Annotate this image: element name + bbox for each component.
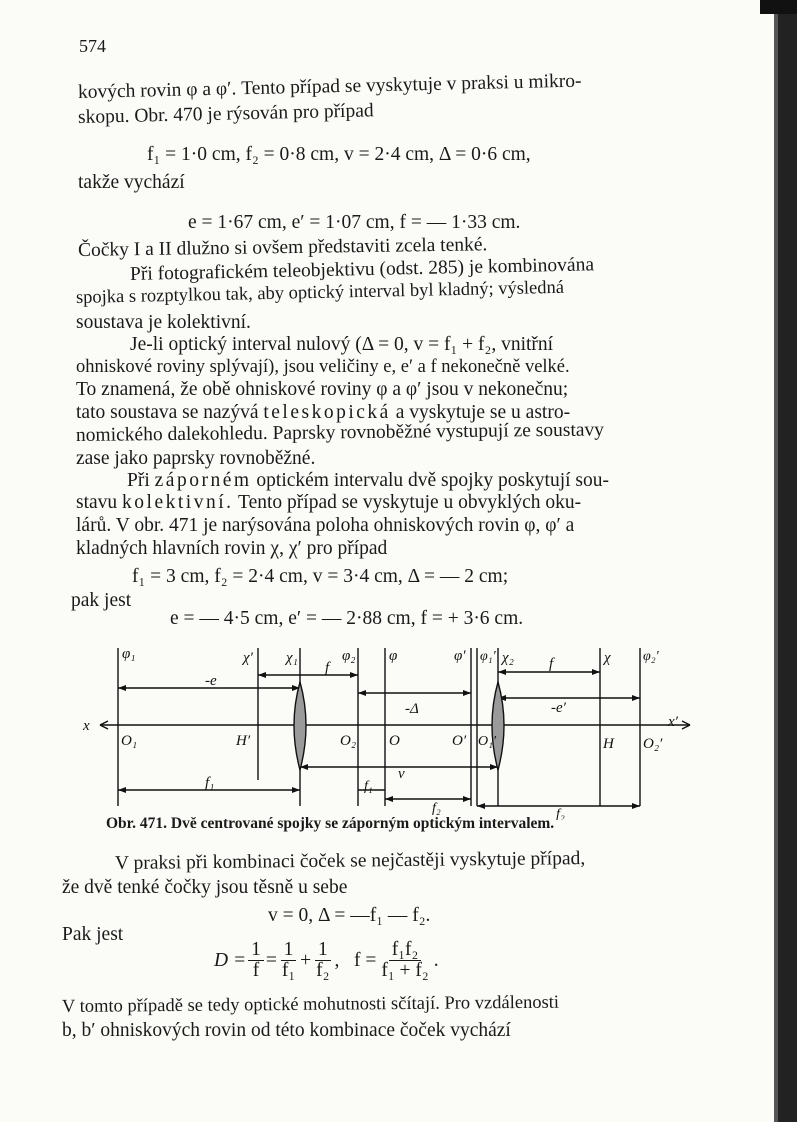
frac-1-over-f1: [279, 940, 298, 981]
paragraph1-line2: skopu. Obr. 470 je rýsován pro případ: [77, 100, 374, 128]
equation2: e = 1·67 cm, e′ = 1·07 cm, f = — 1·33 cm.: [188, 212, 521, 233]
fig-label-phi2-prime: φ₂′: [643, 649, 659, 664]
p5-line1-spaced: záporném: [154, 470, 252, 491]
equation4: e = — 4·5 cm, e′ = — 2·88 cm, f = + 3·6 cm.: [170, 608, 524, 629]
paragraph3-line3: soustava je kolektivní.: [76, 312, 251, 333]
fig-axis-O2-prime: O₂′: [643, 736, 663, 752]
fig-dim-f-right: f: [549, 656, 554, 672]
figure-471: [0, 630, 797, 820]
fig-axis-O-prime: O′: [452, 733, 467, 749]
frac-1-over-f: [248, 940, 264, 981]
frac3-den: f₂: [316, 960, 330, 981]
paragraph3-line2: spojka s rozptylkou tak, aby optický interval byl kladný; výsledná: [75, 277, 565, 308]
p5-line2-a: stavu: [76, 492, 118, 513]
frac1-den: f: [252, 960, 260, 981]
fig-dim-f2-right: f₂: [556, 807, 565, 820]
fig-label-phi1-prime: φ₁′: [480, 649, 496, 664]
fig-axis-x-prime: x′: [668, 714, 678, 730]
fig-axis-H-prime: H′: [236, 733, 251, 749]
frac1-num: 1: [248, 940, 264, 961]
equation5: v = 0, Δ = —f₁ — f₂.: [268, 905, 431, 926]
fig-label-phi2: φ₂: [342, 648, 356, 664]
fig-label-phi1: φ₁: [122, 646, 136, 662]
takze-vychazi: takže vychází: [78, 172, 185, 193]
fig-label-chi: χ: [604, 650, 611, 666]
frac-1-over-f2: [313, 940, 332, 981]
paragraph5-line1: [127, 470, 609, 492]
fig-axis-O1-prime: O₁′: [478, 734, 497, 749]
fig-dim-f1-left: f₁: [205, 775, 215, 791]
eq6-end: .: [433, 949, 439, 971]
paragraph6-line1: V praksi při kombinaci čoček se nejčastěji vyskytuje případ,: [114, 848, 586, 874]
paragraph6-line2: že dvě tenké čočky jsou těsně u sebe: [62, 877, 348, 898]
fig-label-phi-prime: φ′: [454, 648, 466, 664]
figure-caption: Obr. 471. Dvě centrované spojky se záporným optickým intervalem.: [106, 815, 555, 832]
frac2-den: f₁: [281, 960, 296, 981]
frac-f1f2-over-sum: [378, 940, 431, 981]
paragraph4-line3: To znamená, že obě ohniskové roviny φ a φ′ jsou v nekonečnu;: [76, 379, 569, 400]
paragraph3-line1: Při fotografickém teleobjektivu (odst. 285) je kombinována: [129, 254, 595, 285]
eq6-lhs: D =: [214, 949, 247, 971]
paragraph7-line1: V tomto případě se tedy optické mohutnosti sčítají. Pro vzdálenosti: [61, 992, 560, 1017]
fig-label-chi1: χ₁: [286, 650, 298, 666]
fig-axis-O: O: [389, 733, 400, 749]
lens-2: [492, 682, 504, 770]
paragraph1-line1: kových rovin φ a φ′. Tento případ se vyskytuje v praksi u mikro-: [77, 70, 582, 103]
p5-line1-c: optickém intervalu dvě spojky poskytují sou-: [256, 470, 609, 491]
paragraph5-line4: kladných hlavních rovin χ, χ′ pro případ: [76, 538, 388, 559]
fig-label-chi-prime: χ′: [243, 650, 253, 666]
fig-label-phi: φ: [389, 648, 398, 664]
frac3-num: 1: [315, 940, 331, 961]
paragraph4-line2: ohniskové roviny splývají), jsou veličiny e, e′ a f nekonečně velké.: [76, 357, 570, 377]
fig-axis-H: H: [603, 736, 614, 752]
frac2-num: 1: [281, 940, 297, 961]
paragraph4-line6: zase jako paprsky rovnoběžné.: [76, 448, 316, 469]
p4-line4-spaced: teleskopická: [263, 402, 391, 423]
equation3: f₁ = 3 cm, f₂ = 2·4 cm, v = 3·4 cm, Δ = — 2 cm;: [132, 566, 509, 587]
fig-dim-minus-e-prime: -e′: [551, 700, 566, 716]
fig-dim-f1-mid: f₁: [364, 779, 373, 794]
fig-axis-O2: O₂: [340, 733, 357, 749]
page-corner-shadow: [760, 0, 797, 14]
p4-line4-c: a vyskytuje se u astro-: [395, 402, 571, 423]
p5-line2-c: Tento případ se vyskytuje u obvyklých oku-: [238, 492, 582, 513]
lens-1: [294, 682, 306, 770]
frac4-num: f₁f₂: [389, 940, 422, 961]
fig-axis-O1: O₁: [121, 733, 138, 749]
pak-jest-2: Pak jest: [62, 924, 124, 945]
pak-jest-1: pak jest: [71, 590, 132, 611]
eq6-equals: =: [265, 949, 277, 971]
fig-dim-minus-delta: -Δ: [405, 701, 419, 717]
equation1: f₁ = 1·0 cm, f₂ = 0·8 cm, v = 2·4 cm, Δ = 0·6 cm,: [147, 144, 531, 165]
paragraph2: Čočky I a II dlužno si ovšem představiti zcela tenké.: [77, 234, 488, 261]
eq6-plus: +: [300, 949, 312, 971]
page-number: 574: [79, 36, 106, 56]
fig-dim-v: v: [398, 766, 405, 782]
p4-line4-a: tato soustava se nazývá: [76, 402, 259, 423]
page-binding-edge: [774, 0, 797, 1122]
eq6-sep: , f =: [334, 949, 377, 971]
p5-line1-a: Při: [127, 470, 150, 491]
paragraph7-line2: b, b′ ohniskových rovin od této kombinace čoček vychází: [62, 1020, 511, 1041]
p5-line2-spaced: kolektivní.: [122, 492, 234, 513]
equation6: [214, 940, 439, 981]
fig-dim-f2-mid: f₂: [432, 801, 441, 816]
fig-axis-x: x: [83, 718, 90, 734]
paragraph5-line2: [76, 492, 581, 514]
fig-dim-minus-e: -e: [205, 673, 217, 689]
fig-dim-f-top: f: [325, 660, 330, 676]
paragraph4-line1: Je-li optický interval nulový (Δ = 0, v = f₁ + f₂, vnitřní: [130, 334, 554, 355]
paragraph4-line5: nomického dalekohledu. Paprsky rovnoběžné vystupují ze soustavy: [75, 419, 605, 446]
frac4-den: f₁ + f₂: [381, 960, 429, 981]
fig-label-chi2: χ₂: [502, 650, 514, 666]
paragraph5-line3: lárů. V obr. 471 je narýsována poloha ohniskových rovin φ, φ′ a: [76, 515, 575, 536]
